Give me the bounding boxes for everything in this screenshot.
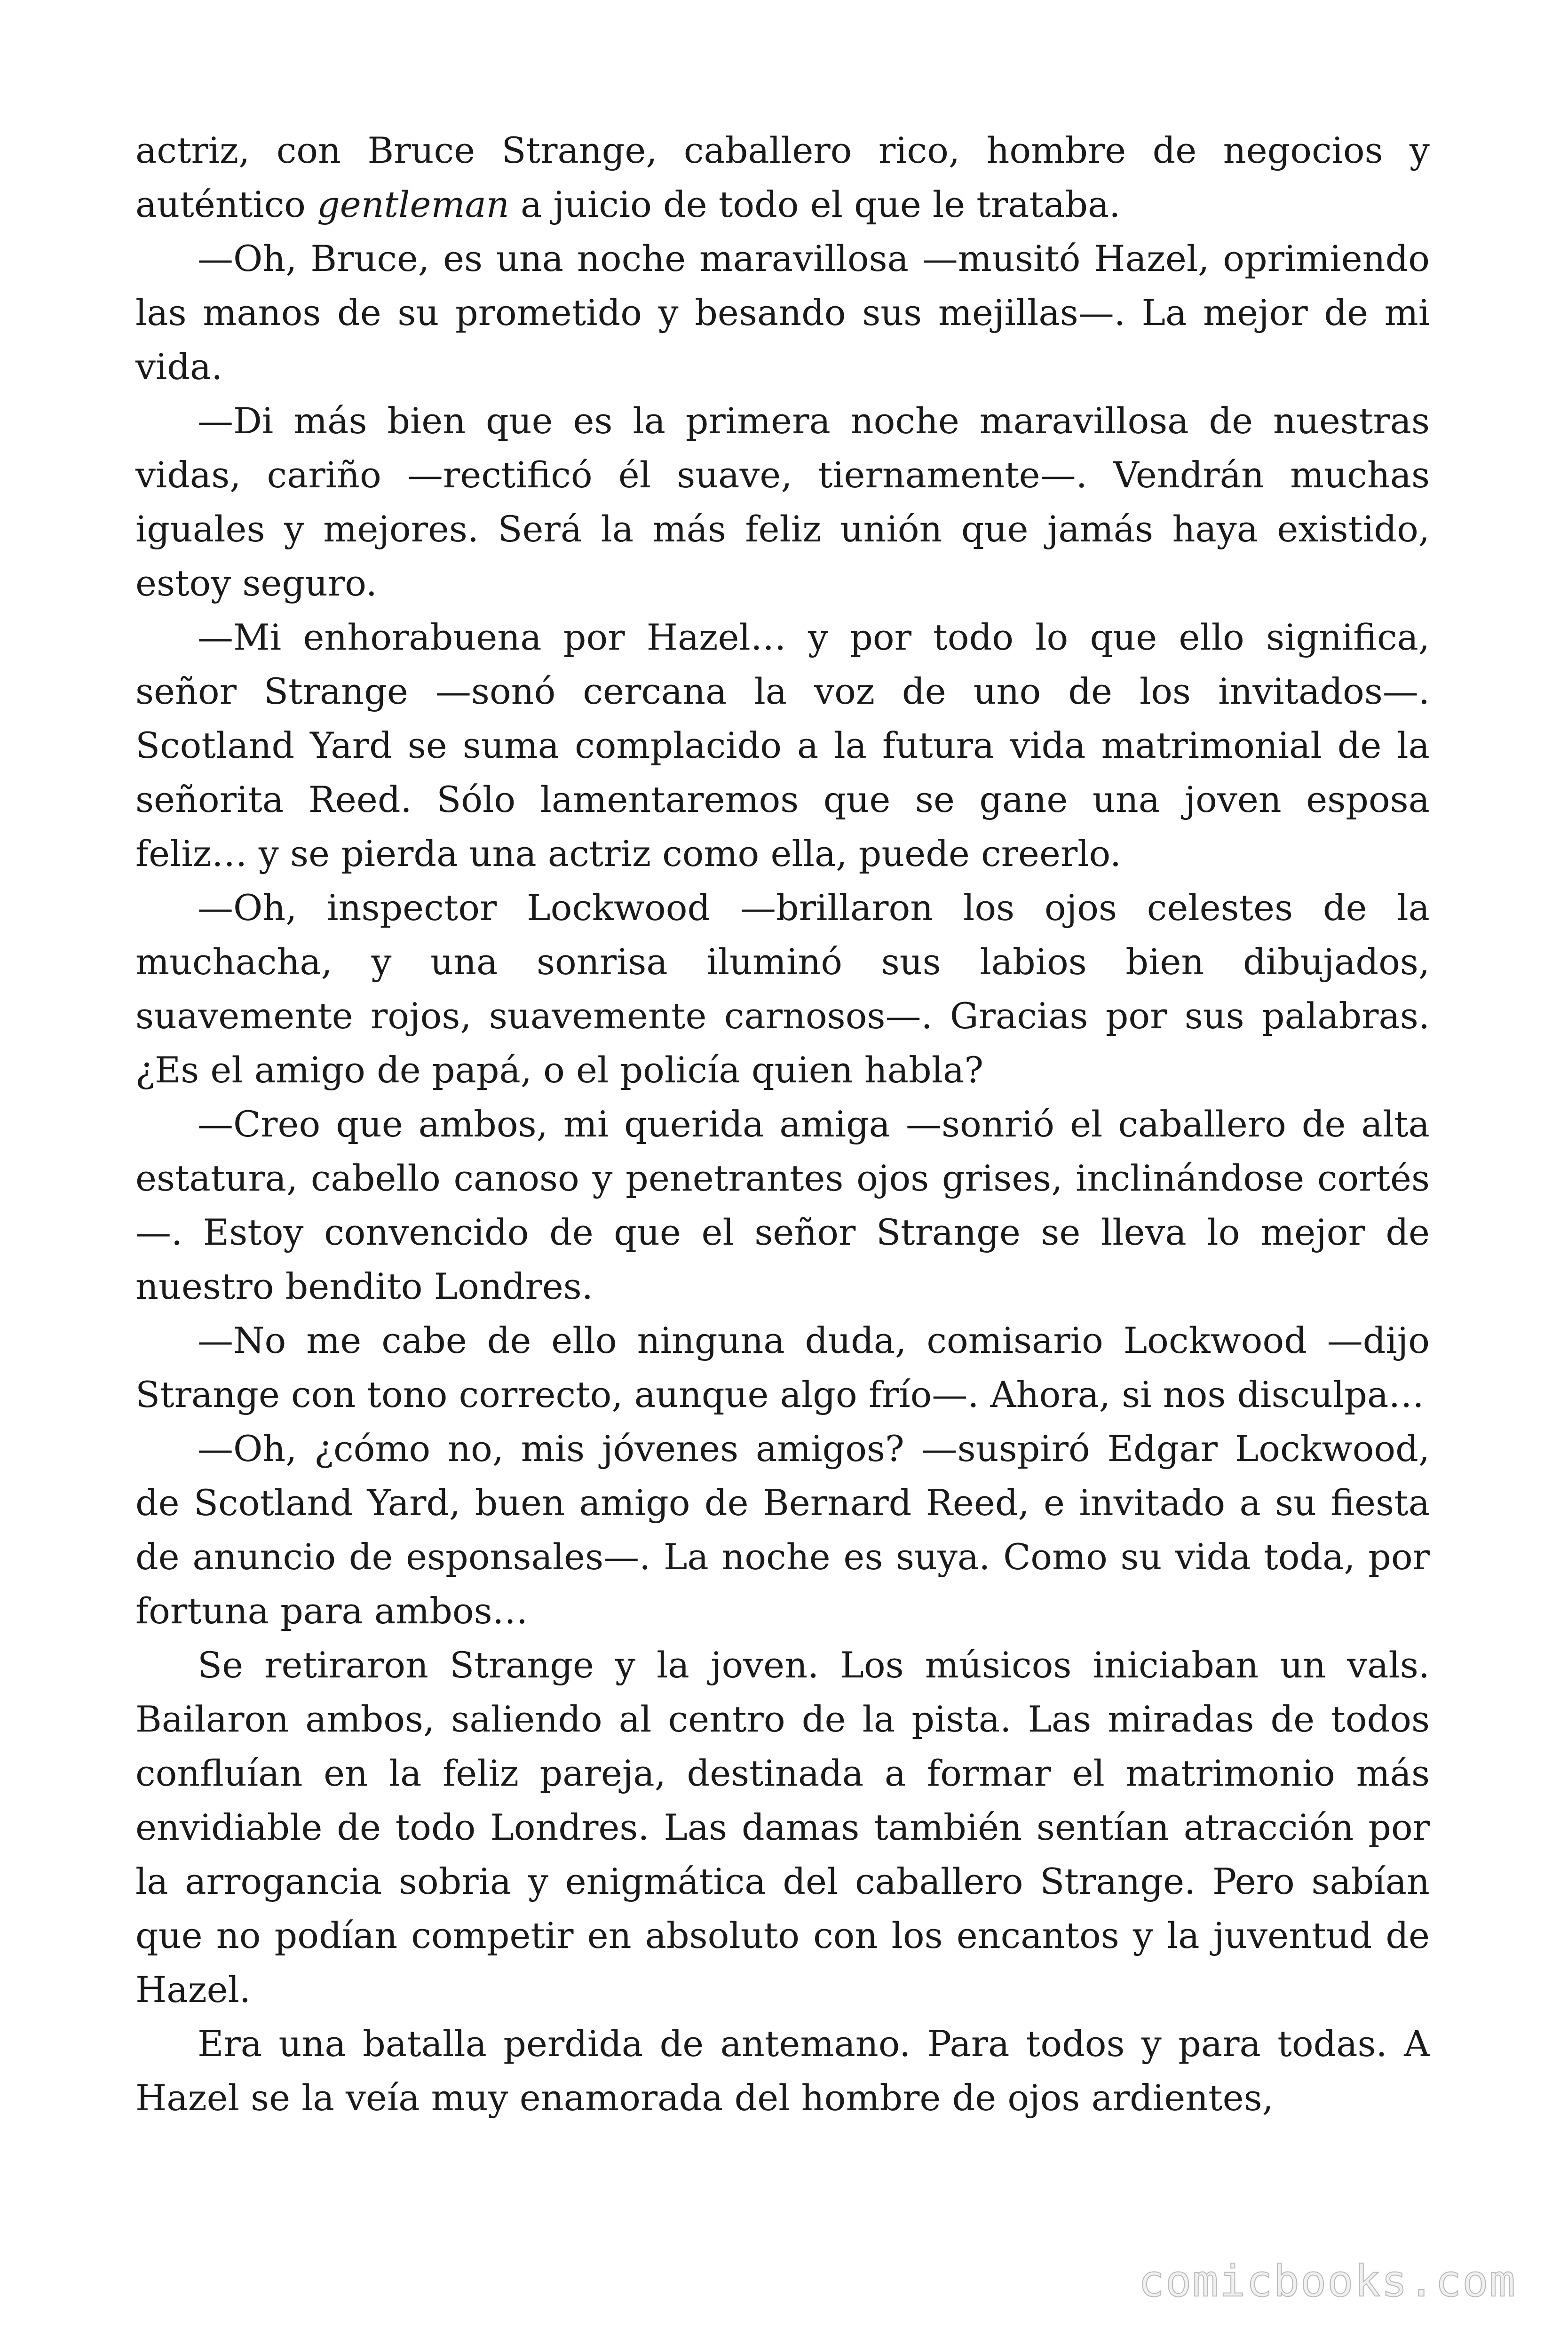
paragraph-1 (135, 123, 1430, 231)
page-body-text (135, 123, 1430, 2125)
paragraph-2: —Oh, Bruce, es una noche maravillosa —musitó Hazel, oprimiendo las manos de su prometido y besando sus mejillas—. La mejor de mi vida. (135, 238, 1430, 388)
paragraph-1-text-end: a juicio de todo el que le trataba. (509, 183, 1121, 225)
paragraph-3: —Di más bien que es la primera noche maravillosa de nuestras vidas, cariño —rectificó él suave, tiernamente—. Vendrán muchas iguales y mejores. Será la más feliz unión que jamás haya existido, estoy seguro. (135, 400, 1430, 604)
paragraph-6: —Creo que ambos, mi querida amiga —sonrió el caballero de alta estatura, cabello canoso y penetrantes ojos grises, inclinándose cortés—. Estoy convencido de que el señor Strange se lleva lo mejor de nuestro bendito Londres. (135, 1103, 1430, 1307)
paragraph-4: —Mi enhorabuena por Hazel… y por todo lo que ello significa, señor Strange —sonó cercana la voz de uno de los invitados—. Scotland Yard se suma complacido a la futura vida matrimonial de la señorita Reed. Sólo lamentaremos que se gane una joven esposa feliz… y se pierda una actriz como ella, puede creerlo. (135, 616, 1430, 874)
paragraph-1-text-start: actriz, con Bruce Strange, caballero rico, hombre de negocios y auténtico (135, 129, 1430, 225)
paragraph-7: —No me cabe de ello ninguna duda, comisario Lockwood —dijo Strange con tono correcto, aunque algo frío—. Ahora, si nos disculpa… (135, 1319, 1430, 1415)
italic-word-gentleman: gentleman (317, 183, 509, 225)
paragraph-10: Era una batalla perdida de antemano. Para todos y para todas. A Hazel se la veía muy enamorada del hombre de ojos ardientes, (135, 2023, 1430, 2119)
paragraph-9: Se retiraron Strange y la joven. Los músicos iniciaban un vals. Bailaron ambos, saliendo al centro de la pista. Las miradas de todos confluían en la feliz pareja, destinada a formar el matrimonio más envidiable de todo Londres. Las damas también sentían atracción por la arrogancia sobria y enigmática del caballero Strange. Pero sabían que no podían competir en absoluto con los encantos y la juventud de Hazel. (135, 1644, 1430, 2010)
paragraph-8: —Oh, ¿cómo no, mis jóvenes amigos? —suspiró Edgar Lockwood, de Scotland Yard, buen amigo de Bernard Reed, e invitado a su fiesta de anuncio de esponsales—. La noche es suya. Como su vida toda, por fortuna para ambos… (135, 1428, 1430, 1632)
watermark: comicbooks.com (1138, 2256, 1516, 2306)
paragraph-5: —Oh, inspector Lockwood —brillaron los ojos celestes de la muchacha, y una sonrisa iluminó sus labios bien dibujados, suavemente rojos, suavemente carnosos—. Gracias por sus palabras. ¿Es el amigo de papá, o el policía quien habla? (135, 887, 1430, 1091)
